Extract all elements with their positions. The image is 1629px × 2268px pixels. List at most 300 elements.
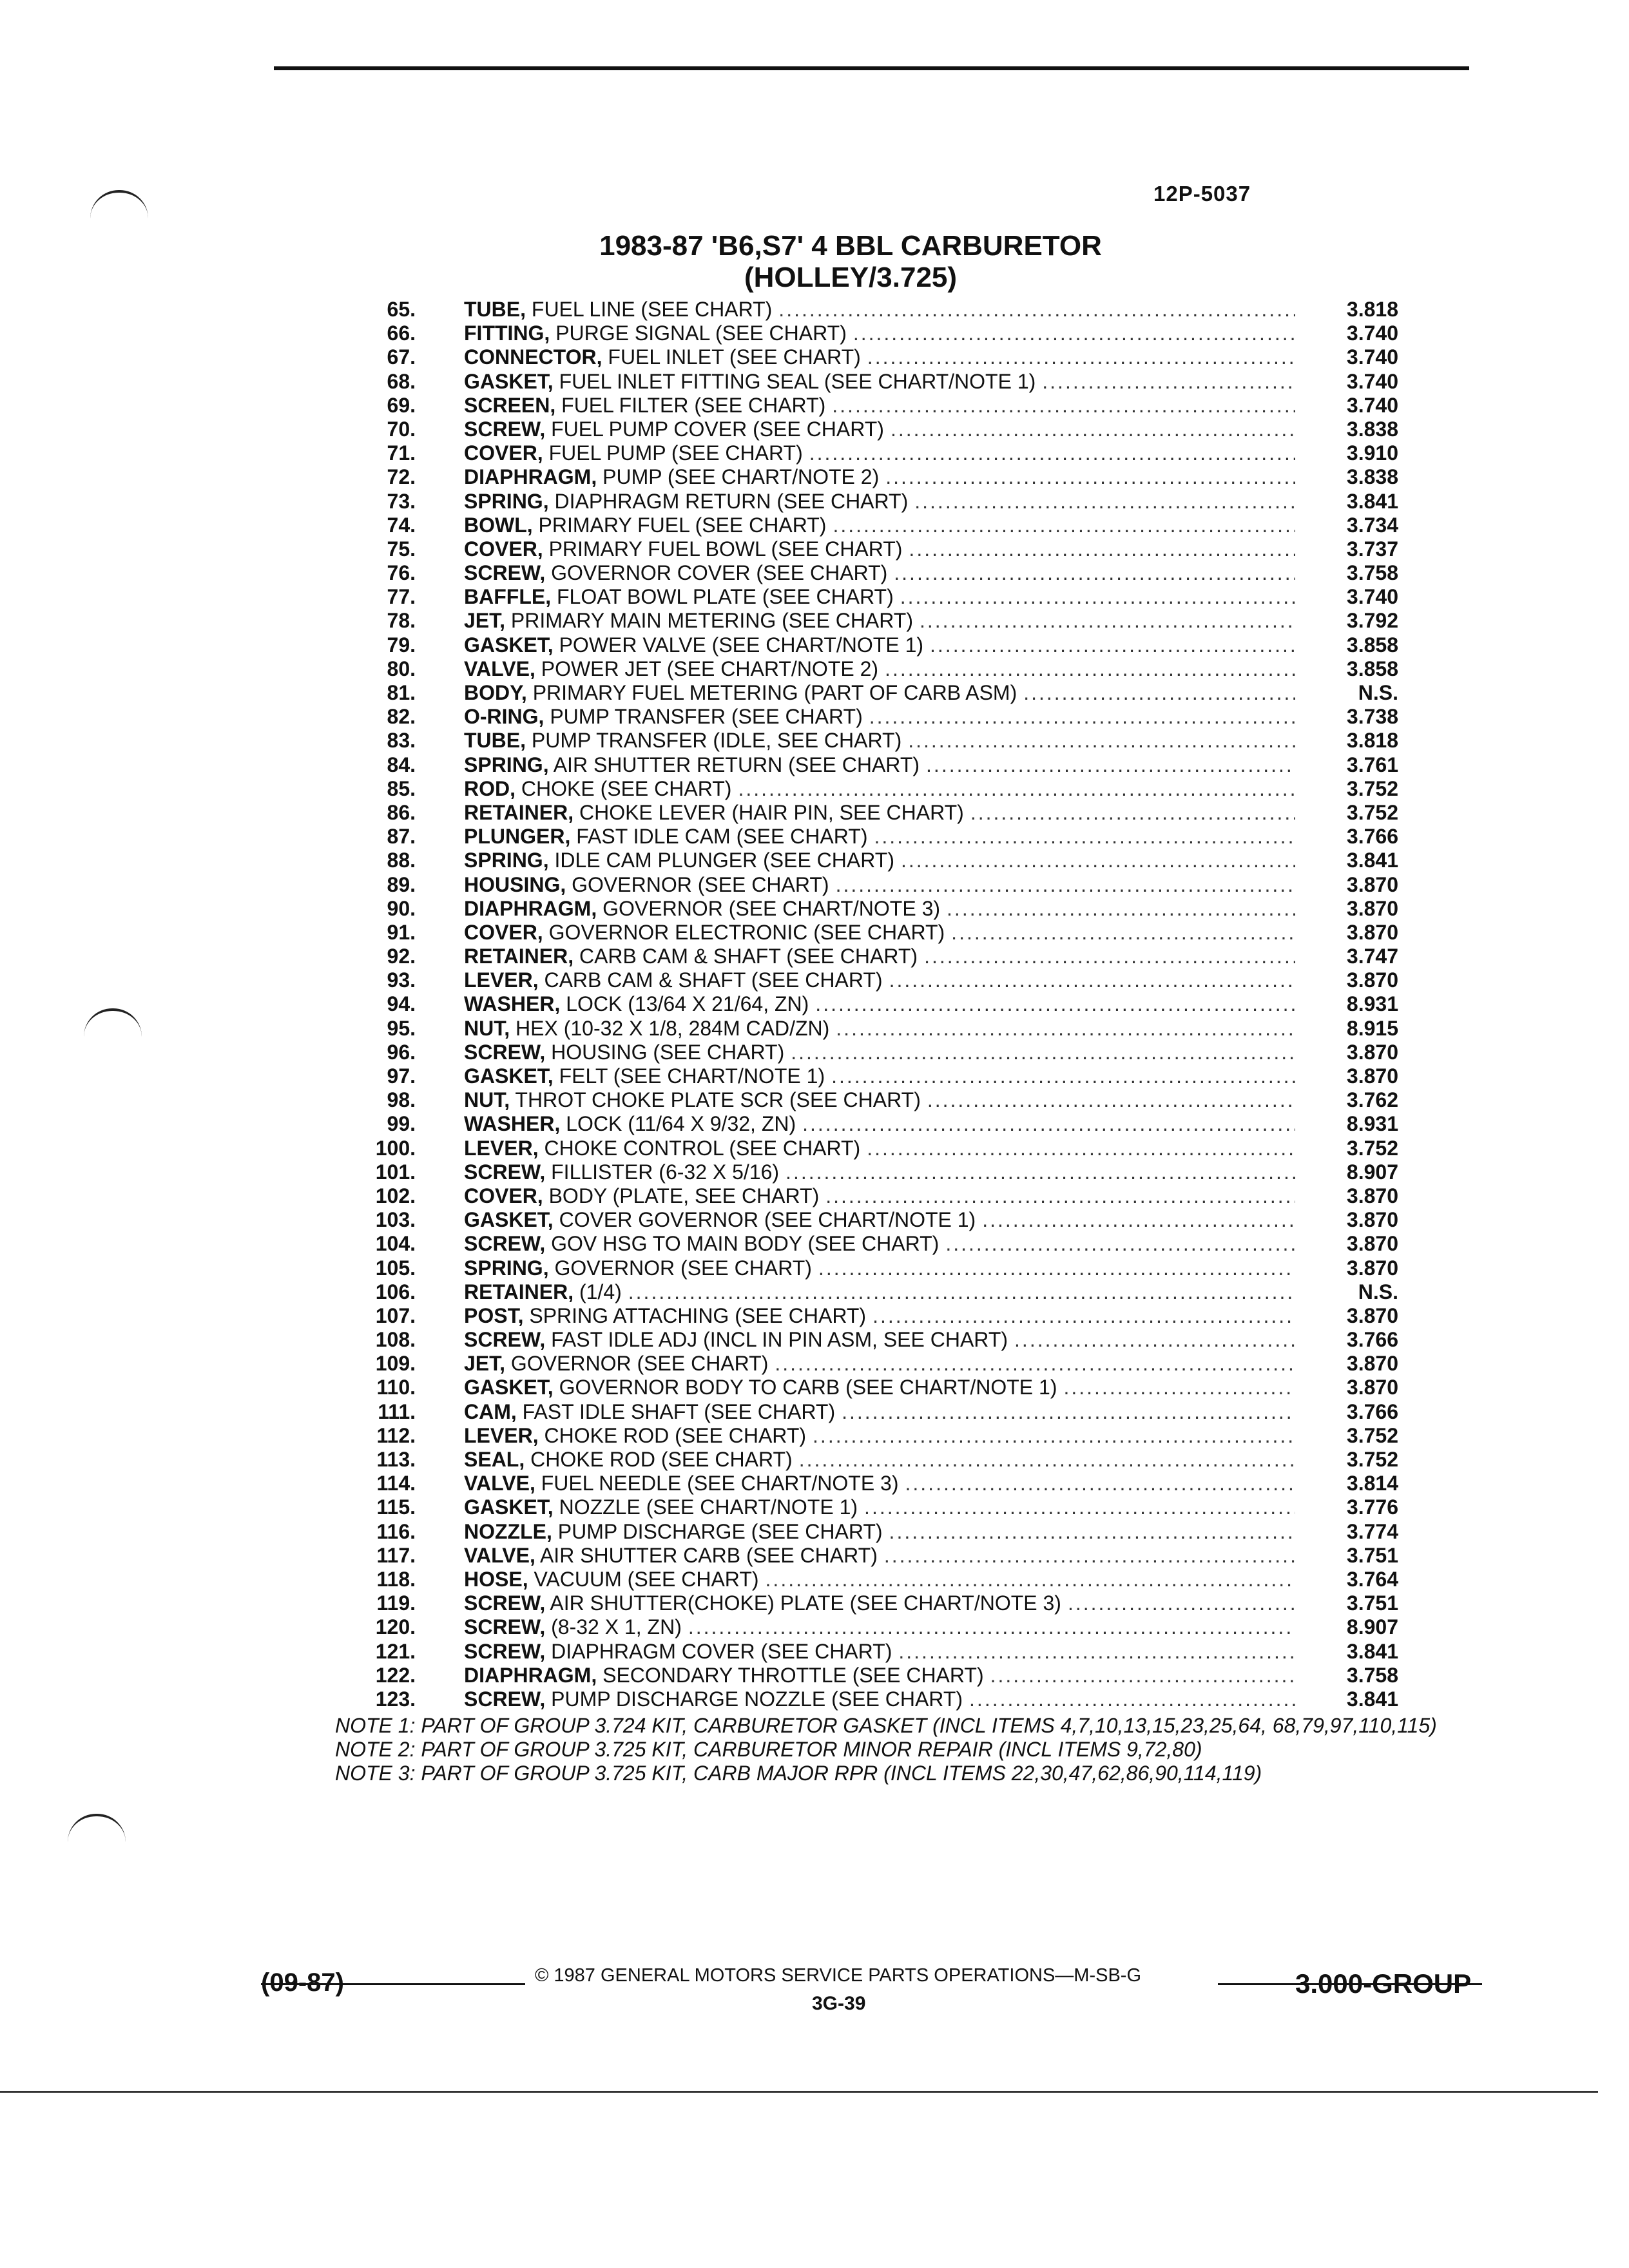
group-number: 3.751 xyxy=(1346,1591,1398,1615)
part-number: 109. xyxy=(375,1352,416,1376)
dot-leader xyxy=(775,1352,1295,1375)
part-row xyxy=(335,1137,1398,1160)
part-detail: CHOKE CONTROL (SEE CHART) xyxy=(538,1136,861,1160)
part-detail: GOVERNOR (SEE CHART) xyxy=(548,1256,812,1280)
part-name: SPRING, xyxy=(464,849,549,872)
part-row xyxy=(335,968,1398,992)
part-description xyxy=(464,1520,883,1543)
part-description xyxy=(464,1064,825,1088)
dot-leader xyxy=(836,873,1295,896)
group-number: 3.841 xyxy=(1346,1639,1398,1663)
dot-leader xyxy=(1068,1591,1295,1615)
part-row xyxy=(335,1304,1398,1328)
part-number: 98. xyxy=(387,1088,416,1112)
part-detail: DIAPHRAGM COVER (SEE CHART) xyxy=(545,1639,892,1663)
dot-leader xyxy=(945,1232,1295,1255)
group-number: 3.870 xyxy=(1346,1184,1398,1207)
part-detail: FUEL INLET FITTING SEAL (SEE CHART/NOTE 1) xyxy=(553,369,1036,393)
part-description xyxy=(464,633,923,657)
part-detail: SPRING ATTACHING (SEE CHART) xyxy=(523,1303,867,1327)
margin-punch-mark xyxy=(90,190,148,218)
part-name: SCREEN, xyxy=(464,393,556,417)
part-name: TUBE, xyxy=(464,729,526,753)
part-description xyxy=(464,1615,682,1639)
part-row xyxy=(335,537,1398,561)
part-row xyxy=(335,1400,1398,1424)
group-number: 8.931 xyxy=(1346,1112,1398,1136)
group-number: 3.740 xyxy=(1346,322,1398,345)
part-detail: CHOKE (SEE CHART) xyxy=(516,776,732,800)
part-description xyxy=(464,370,1036,393)
part-number: 113. xyxy=(376,1448,416,1471)
part-row xyxy=(335,418,1398,441)
part-detail: AIR SHUTTER(CHOKE) PLATE (SEE CHART/NOTE 3) xyxy=(545,1591,1061,1615)
group-number: 3.838 xyxy=(1346,417,1398,441)
part-name: TUBE, xyxy=(464,298,526,321)
part-row xyxy=(335,490,1398,514)
part-description xyxy=(464,1568,759,1591)
part-row xyxy=(335,1664,1398,1687)
part-number: 105. xyxy=(375,1256,416,1280)
part-row xyxy=(335,633,1398,657)
part-description xyxy=(464,849,894,872)
part-description xyxy=(464,1184,819,1207)
part-name: VALVE, xyxy=(464,657,535,680)
note-1: NOTE 1: PART OF GROUP 3.724 KIT, CARBURETOR GASKET (INCL ITEMS 4,7,10,13,15,23,25,64, 68,79,97,110,115) xyxy=(335,1714,1437,1737)
part-detail: AIR SHUTTER RETURN (SEE CHART) xyxy=(548,753,920,776)
part-name: SCREW, xyxy=(464,1639,546,1663)
group-number: 3.752 xyxy=(1346,800,1398,824)
part-description xyxy=(464,825,867,848)
group-number: 3.841 xyxy=(1346,1687,1398,1711)
group-number: 3.752 xyxy=(1346,1423,1398,1447)
part-detail: LOCK (11/64 X 9/32, ZN) xyxy=(560,1112,796,1136)
page-subtitle: (HOLLEY/3.725) xyxy=(744,262,958,293)
part-number: 101. xyxy=(375,1160,416,1184)
part-name: ROD, xyxy=(464,776,516,800)
part-detail: GOVERNOR COVER (SEE CHART) xyxy=(545,561,888,585)
part-number: 115. xyxy=(376,1495,416,1519)
part-description xyxy=(464,585,894,608)
part-description xyxy=(464,1424,806,1447)
dot-leader xyxy=(885,465,1295,488)
part-name: GASKET, xyxy=(464,633,554,657)
group-number: 8.907 xyxy=(1346,1160,1398,1184)
part-detail: FUEL INLET (SEE CHART) xyxy=(602,345,861,369)
part-detail: DIAPHRAGM RETURN (SEE CHART) xyxy=(548,489,909,513)
part-description xyxy=(464,1687,963,1711)
part-description xyxy=(464,394,825,417)
part-number: 65. xyxy=(387,298,416,321)
part-description xyxy=(464,1591,1061,1615)
part-number: 66. xyxy=(387,322,416,345)
margin-punch-mark xyxy=(68,1814,126,1842)
group-number: 3.870 xyxy=(1346,872,1398,896)
part-name: GASKET, xyxy=(464,1208,554,1232)
part-name: SEAL, xyxy=(464,1448,525,1471)
part-description xyxy=(464,322,847,345)
group-number: 3.740 xyxy=(1346,345,1398,369)
group-number: 3.758 xyxy=(1346,1663,1398,1687)
group-number: 3.858 xyxy=(1346,657,1398,680)
group-number: 3.841 xyxy=(1346,489,1398,513)
part-name: LEVER, xyxy=(464,1423,539,1447)
part-row xyxy=(335,897,1398,921)
part-description xyxy=(464,490,908,513)
group-number: 3.761 xyxy=(1346,753,1398,776)
group-number: 3.870 xyxy=(1346,1376,1398,1399)
part-number: 90. xyxy=(387,896,416,920)
part-number: 99. xyxy=(387,1112,416,1136)
part-name: SCREW, xyxy=(464,561,546,585)
group-number: 3.870 xyxy=(1346,1064,1398,1088)
part-detail: PUMP DISCHARGE (SEE CHART) xyxy=(552,1519,883,1543)
part-row xyxy=(335,1256,1398,1280)
part-row xyxy=(335,609,1398,633)
part-number: 79. xyxy=(387,633,416,657)
part-row xyxy=(335,777,1398,801)
dot-leader xyxy=(920,609,1295,632)
part-row xyxy=(335,1448,1398,1472)
part-description xyxy=(464,1495,858,1519)
dot-leader xyxy=(825,1184,1295,1207)
part-row xyxy=(335,657,1398,681)
part-number: 102. xyxy=(375,1184,416,1207)
part-number: 97. xyxy=(387,1064,416,1088)
dot-leader xyxy=(894,561,1295,584)
part-row xyxy=(335,729,1398,753)
part-number: 85. xyxy=(387,776,416,800)
dot-leader xyxy=(990,1664,1295,1687)
part-row xyxy=(335,322,1398,345)
part-detail: FAST IDLE CAM (SEE CHART) xyxy=(570,825,868,849)
part-row xyxy=(335,1232,1398,1256)
dot-leader xyxy=(832,394,1295,417)
part-detail: (8-32 X 1, ZN) xyxy=(545,1615,682,1639)
part-number: 110. xyxy=(376,1376,416,1399)
dot-leader xyxy=(1063,1376,1295,1399)
dot-leader xyxy=(970,801,1295,824)
part-name: HOSE, xyxy=(464,1567,528,1591)
part-description xyxy=(464,418,884,441)
dot-leader xyxy=(867,345,1295,369)
part-number: 120. xyxy=(375,1615,416,1639)
group-number: 3.740 xyxy=(1346,369,1398,393)
dot-leader xyxy=(914,490,1295,513)
part-row xyxy=(335,945,1398,968)
part-description xyxy=(464,1137,860,1160)
group-number: 3.838 xyxy=(1346,465,1398,489)
part-number: 78. xyxy=(387,609,416,633)
group-number: 3.870 xyxy=(1346,1303,1398,1327)
group-number: 3.818 xyxy=(1346,729,1398,753)
part-name: COVER, xyxy=(464,441,543,465)
part-description xyxy=(464,1208,976,1231)
part-detail: NOZZLE (SEE CHART/NOTE 1) xyxy=(553,1495,858,1519)
part-name: RETAINER, xyxy=(464,800,574,824)
group-number: 3.762 xyxy=(1346,1088,1398,1112)
part-number: 116. xyxy=(376,1519,416,1543)
part-description xyxy=(464,345,861,369)
part-row xyxy=(335,1184,1398,1208)
part-row xyxy=(335,1568,1398,1591)
group-number: 8.915 xyxy=(1346,1016,1398,1040)
group-number: 3.870 xyxy=(1346,920,1398,944)
group-number: 3.766 xyxy=(1346,825,1398,849)
dot-leader xyxy=(951,921,1295,944)
footer-page-number: 3G-39 xyxy=(812,1993,866,2014)
part-number: 92. xyxy=(387,945,416,968)
part-name: COVER, xyxy=(464,1184,543,1207)
part-name: VALVE, xyxy=(464,1472,535,1495)
group-number: 3.858 xyxy=(1346,633,1398,657)
part-name: CAM, xyxy=(464,1399,517,1423)
part-name: RETAINER, xyxy=(464,1280,574,1303)
dot-leader xyxy=(889,968,1295,992)
part-detail: POWER VALVE (SEE CHART/NOTE 1) xyxy=(553,633,924,657)
dot-leader xyxy=(867,1137,1295,1160)
part-number: 111. xyxy=(378,1399,416,1423)
part-name: BOWL, xyxy=(464,513,533,537)
part-description xyxy=(464,465,879,488)
part-row xyxy=(335,873,1398,897)
part-detail: FILLISTER (6-32 X 5/16) xyxy=(545,1160,780,1184)
part-detail: GOVERNOR BODY TO CARB (SEE CHART/NOTE 1) xyxy=(553,1376,1057,1399)
part-name: FITTING, xyxy=(464,322,550,345)
part-row xyxy=(335,1112,1398,1136)
part-number: 70. xyxy=(387,417,416,441)
note-2: NOTE 2: PART OF GROUP 3.725 KIT, CARBURETOR MINOR REPAIR (INCL ITEMS 9,72,80) xyxy=(335,1738,1202,1761)
group-number: 3.841 xyxy=(1346,849,1398,872)
part-detail: GOVERNOR ELECTRONIC (SEE CHART) xyxy=(543,920,945,944)
part-name: SCREW, xyxy=(464,1160,546,1184)
dot-leader xyxy=(889,1520,1295,1543)
part-number: 96. xyxy=(387,1040,416,1064)
part-detail: PUMP DISCHARGE NOZZLE (SEE CHART) xyxy=(545,1687,963,1711)
dot-leader xyxy=(898,1640,1295,1663)
part-row xyxy=(335,681,1398,705)
part-row xyxy=(335,1687,1398,1711)
part-description xyxy=(464,1160,779,1184)
part-row xyxy=(335,370,1398,394)
part-row xyxy=(335,1424,1398,1448)
group-number: 3.870 xyxy=(1346,1352,1398,1376)
dot-leader xyxy=(778,298,1295,321)
part-name: WASHER, xyxy=(464,992,561,1016)
part-detail: PUMP (SEE CHART/NOTE 2) xyxy=(597,465,880,489)
part-row xyxy=(335,1520,1398,1544)
part-detail: LOCK (13/64 X 21/64, ZN) xyxy=(560,992,809,1016)
part-description xyxy=(464,537,902,561)
part-number: 114. xyxy=(376,1472,416,1495)
group-number: 3.776 xyxy=(1346,1495,1398,1519)
dot-leader xyxy=(786,1160,1295,1184)
group-number: 3.766 xyxy=(1346,1399,1398,1423)
part-number: 112. xyxy=(376,1423,416,1447)
dot-leader xyxy=(927,1088,1295,1111)
part-description xyxy=(464,609,913,632)
part-row xyxy=(335,1591,1398,1615)
part-description xyxy=(464,1328,1008,1351)
part-detail: FUEL FILTER (SEE CHART) xyxy=(555,393,826,417)
part-description xyxy=(464,1352,768,1375)
part-name: JET, xyxy=(464,609,506,633)
part-description xyxy=(464,1640,892,1663)
part-description xyxy=(464,561,887,584)
part-description xyxy=(464,657,878,680)
part-row xyxy=(335,825,1398,849)
dot-leader xyxy=(872,1304,1295,1327)
footer-group: 3.000-GROUP xyxy=(1295,1968,1472,1999)
group-number: 3.766 xyxy=(1346,1328,1398,1352)
part-detail: BODY (PLATE, SEE CHART) xyxy=(543,1184,820,1207)
part-name: POST, xyxy=(464,1303,524,1327)
part-name: SCREW, xyxy=(464,417,546,441)
part-name: NUT, xyxy=(464,1016,510,1040)
group-number: 3.818 xyxy=(1346,298,1398,321)
part-description xyxy=(464,705,863,728)
dot-leader xyxy=(982,1208,1295,1231)
group-number: 3.870 xyxy=(1346,896,1398,920)
part-number: 91. xyxy=(387,920,416,944)
part-number: 75. xyxy=(387,537,416,561)
part-name: O-RING, xyxy=(464,705,545,729)
group-number: 3.870 xyxy=(1346,1040,1398,1064)
part-name: RETAINER, xyxy=(464,945,574,968)
part-row xyxy=(335,705,1398,729)
part-detail: HOUSING (SEE CHART) xyxy=(545,1040,785,1064)
part-detail: FUEL LINE (SEE CHART) xyxy=(526,298,773,321)
dot-leader xyxy=(909,537,1295,561)
part-number: 77. xyxy=(387,585,416,609)
part-description xyxy=(464,801,964,824)
part-detail: (1/4) xyxy=(574,1280,622,1303)
part-row xyxy=(335,1328,1398,1352)
part-description xyxy=(464,1472,899,1495)
part-name: SCREW, xyxy=(464,1328,546,1352)
part-number: 88. xyxy=(387,849,416,872)
dot-leader xyxy=(901,849,1295,872)
part-number: 104. xyxy=(375,1232,416,1256)
part-detail: THROT CHOKE PLATE SCR (SEE CHART) xyxy=(510,1088,921,1112)
part-number: 93. xyxy=(387,968,416,992)
part-row xyxy=(335,1376,1398,1399)
part-description xyxy=(464,1280,622,1303)
part-name: NOZZLE, xyxy=(464,1519,552,1543)
group-number: 3.758 xyxy=(1346,561,1398,585)
part-detail: FAST IDLE ADJ (INCL IN PIN ASM, SEE CHART) xyxy=(545,1328,1008,1352)
group-number: 3.738 xyxy=(1346,705,1398,729)
part-number: 80. xyxy=(387,657,416,680)
dot-leader xyxy=(947,897,1295,920)
group-number: 3.870 xyxy=(1346,968,1398,992)
part-row xyxy=(335,441,1398,465)
part-row xyxy=(335,465,1398,489)
part-detail: FELT (SEE CHART/NOTE 1) xyxy=(553,1064,825,1088)
dot-leader xyxy=(908,729,1295,752)
part-name: GASKET, xyxy=(464,1376,554,1399)
part-row xyxy=(335,1160,1398,1184)
part-name: SPRING, xyxy=(464,1256,549,1280)
part-detail: POWER JET (SEE CHART/NOTE 2) xyxy=(535,657,879,680)
part-name: COVER, xyxy=(464,537,543,561)
part-name: GASKET, xyxy=(464,1064,554,1088)
dot-leader xyxy=(930,633,1295,657)
part-detail: GOVERNOR (SEE CHART) xyxy=(566,872,829,896)
dot-leader xyxy=(1023,681,1295,704)
parts-list xyxy=(335,298,1398,1711)
part-name: WASHER, xyxy=(464,1112,561,1136)
part-description xyxy=(464,1544,878,1567)
part-number: 108. xyxy=(375,1328,416,1352)
part-description xyxy=(464,968,883,992)
group-number: 3.774 xyxy=(1346,1519,1398,1543)
part-description xyxy=(464,873,829,896)
part-row xyxy=(335,1017,1398,1041)
page-title: 1983-87 'B6,S7' 4 BBL CARBURETOR xyxy=(599,230,1102,262)
document-code: 12P-5037 xyxy=(1153,182,1251,206)
group-number: N.S. xyxy=(1358,1280,1398,1303)
group-number: N.S. xyxy=(1358,681,1398,704)
dot-leader xyxy=(628,1280,1295,1303)
group-number: 3.910 xyxy=(1346,441,1398,465)
group-number: 3.870 xyxy=(1346,1232,1398,1256)
part-description xyxy=(464,1400,835,1423)
part-row xyxy=(335,921,1398,945)
group-number: 3.764 xyxy=(1346,1567,1398,1591)
part-description xyxy=(464,921,945,944)
part-number: 67. xyxy=(387,345,416,369)
dot-leader xyxy=(813,1424,1295,1447)
group-number: 3.740 xyxy=(1346,393,1398,417)
group-number: 3.752 xyxy=(1346,1448,1398,1471)
dot-leader xyxy=(884,1544,1295,1567)
note-3: NOTE 3: PART OF GROUP 3.725 KIT, CARB MAJOR RPR (INCL ITEMS 22,30,47,62,86,90,114,119) xyxy=(335,1762,1262,1785)
part-row xyxy=(335,1544,1398,1568)
dot-leader xyxy=(842,1400,1295,1423)
part-number: 100. xyxy=(375,1136,416,1160)
part-number: 95. xyxy=(387,1016,416,1040)
part-name: JET, xyxy=(464,1352,506,1376)
part-number: 94. xyxy=(387,992,416,1016)
part-description xyxy=(464,1304,866,1327)
part-description xyxy=(464,729,901,752)
part-row xyxy=(335,1064,1398,1088)
part-detail: FUEL PUMP COVER (SEE CHART) xyxy=(545,417,884,441)
part-description xyxy=(464,777,731,800)
group-number: 8.931 xyxy=(1346,992,1398,1016)
dot-leader xyxy=(864,1495,1295,1519)
part-detail: FUEL NEEDLE (SEE CHART/NOTE 3) xyxy=(535,1472,899,1495)
part-name: HOUSING, xyxy=(464,872,566,896)
dot-leader xyxy=(688,1615,1295,1639)
group-number: 3.870 xyxy=(1346,1256,1398,1280)
notes-section xyxy=(335,1714,1450,1785)
part-number: 123. xyxy=(375,1687,416,1711)
part-number: 72. xyxy=(387,465,416,489)
part-detail: FAST IDLE SHAFT (SEE CHART) xyxy=(516,1399,836,1423)
part-row xyxy=(335,1280,1398,1304)
part-detail: CHOKE ROD (SEE CHART) xyxy=(525,1448,793,1471)
dot-leader xyxy=(815,992,1295,1015)
part-detail: IDLE CAM PLUNGER (SEE CHART) xyxy=(548,849,894,872)
part-detail: AIR SHUTTER CARB (SEE CHART) xyxy=(535,1543,878,1567)
part-number: 74. xyxy=(387,513,416,537)
part-description xyxy=(464,897,940,920)
part-row xyxy=(335,1615,1398,1639)
margin-punch-mark xyxy=(84,1008,142,1037)
part-detail: PRIMARY FUEL METERING (PART OF CARB ASM) xyxy=(526,681,1017,704)
